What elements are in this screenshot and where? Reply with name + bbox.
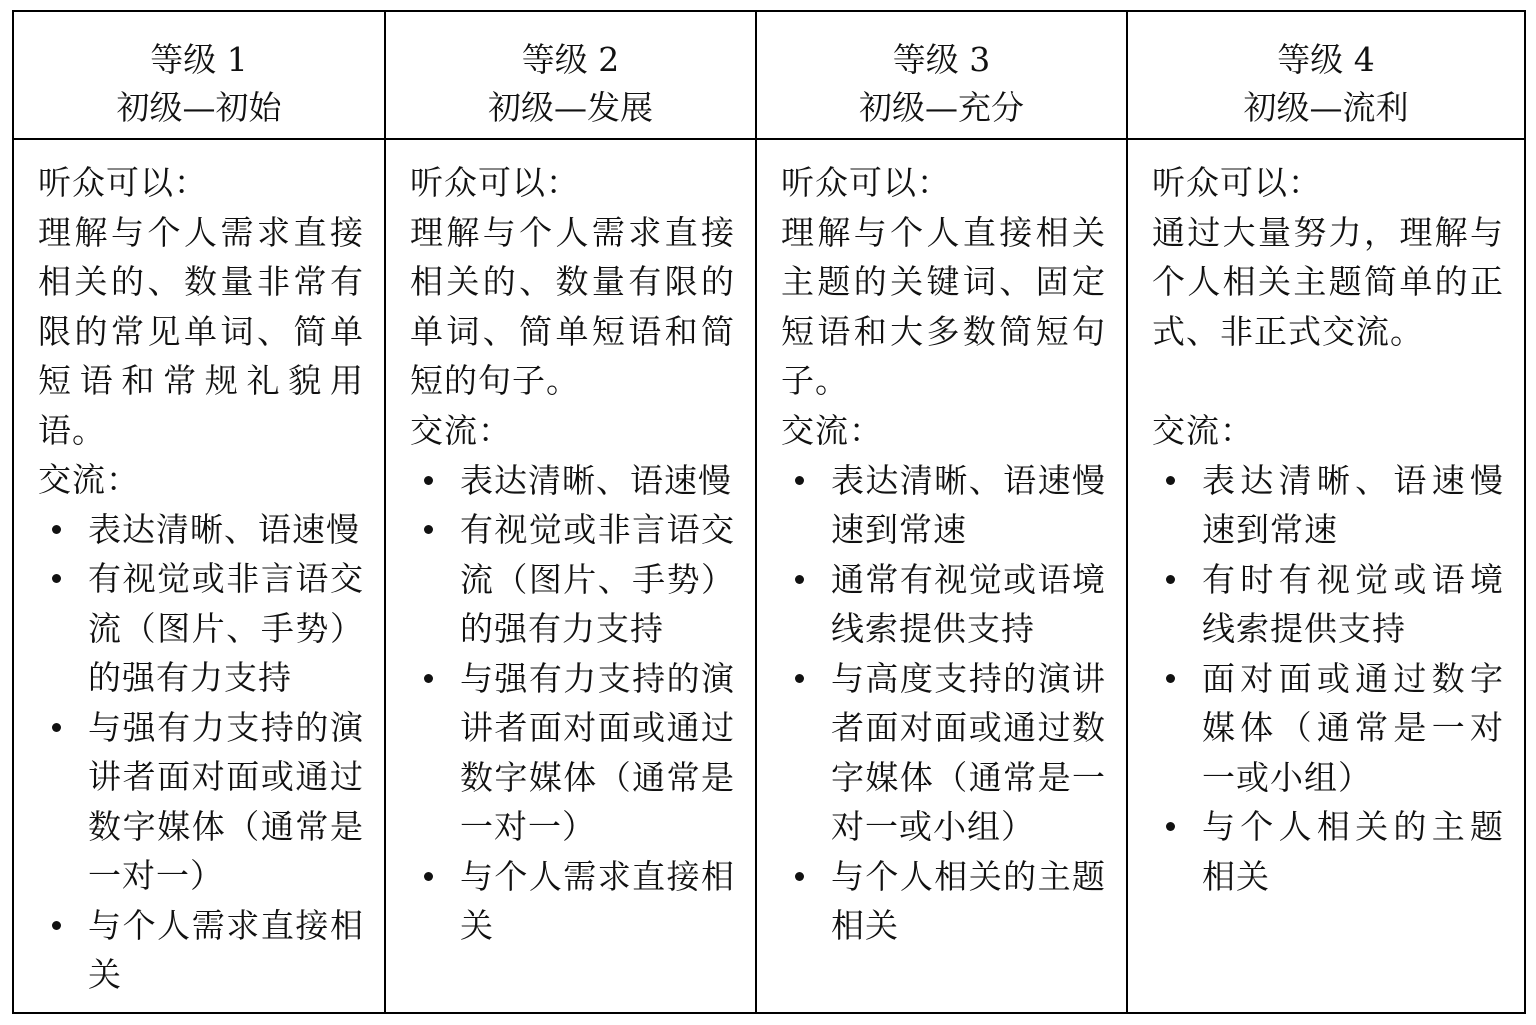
level-name: 初级—流利 <box>1243 88 1409 127</box>
header-row <box>13 11 1525 139</box>
level-body-4 <box>1127 139 1525 1013</box>
bullet-icon <box>424 476 433 485</box>
bullet-icon <box>795 674 804 683</box>
list-item: 通常有视觉或语境线索提供支持 <box>781 555 1106 654</box>
communication-label: 交流： <box>410 411 512 450</box>
bullet-icon <box>424 525 433 534</box>
list-item: 表达清晰、语速慢 <box>410 456 735 506</box>
bullet-icon <box>52 921 61 930</box>
level-number: 等级 2 <box>521 40 620 79</box>
communication-label: 交流： <box>781 411 883 450</box>
communication-list <box>781 456 1106 951</box>
level-description: 理解与个人直接相关主题的关键词、固定短语和大多数简短句子。 <box>781 212 1106 400</box>
list-item: 与个人需求直接相关 <box>38 901 364 1000</box>
level-body-2 <box>385 139 756 1013</box>
bullet-icon <box>795 872 804 881</box>
list-item: 与个人相关的主题相关 <box>1152 802 1504 901</box>
bullet-icon <box>1166 822 1175 831</box>
bullet-icon <box>1166 674 1175 683</box>
list-item: 有时有视觉或语境线索提供支持 <box>1152 555 1504 654</box>
level-name: 初级—初始 <box>116 88 282 127</box>
list-item: 表达清晰、语速慢 <box>38 505 364 555</box>
body-row <box>13 139 1525 1013</box>
bullet-icon <box>424 872 433 881</box>
level-body-3 <box>756 139 1127 1013</box>
list-item: 有视觉或非言语交流（图片、手势）的强有力支持 <box>410 505 735 654</box>
listener-label: 听众可以： <box>38 163 208 202</box>
level-description: 通过大量努力，理解与个人相关主题简单的正式、非正式交流。 <box>1152 212 1504 351</box>
bullet-icon <box>1166 575 1175 584</box>
bullet-icon <box>52 723 61 732</box>
level-number: 等级 3 <box>892 40 991 79</box>
communication-label: 交流： <box>1152 411 1254 450</box>
level-header-3 <box>756 11 1127 139</box>
communication-list <box>38 505 364 1000</box>
list-item: 与个人相关的主题相关 <box>781 852 1106 951</box>
bullet-icon <box>795 575 804 584</box>
bullet-icon <box>1166 476 1175 485</box>
bullet-icon <box>795 476 804 485</box>
communication-list <box>410 456 735 951</box>
bullet-icon <box>424 674 433 683</box>
level-description: 理解与个人需求直接相关的、数量非常有限的常见单词、简单短语和常规礼貌用语。 <box>38 212 364 450</box>
list-item: 表达清晰、语速慢速到常速 <box>781 456 1106 555</box>
list-item: 与强有力支持的演讲者面对面或通过数字媒体（通常是一对一） <box>410 654 735 852</box>
proficiency-levels-table <box>12 10 1526 1014</box>
list-item: 与高度支持的演讲者面对面或通过数字媒体（通常是一对一或小组） <box>781 654 1106 852</box>
level-name: 初级—发展 <box>488 88 653 127</box>
level-header-2 <box>385 11 756 139</box>
list-item: 与强有力支持的演讲者面对面或通过数字媒体（通常是一对一） <box>38 703 364 901</box>
list-item: 有视觉或非言语交流（图片、手势）的强有力支持 <box>38 554 364 703</box>
level-description: 理解与个人需求直接相关的、数量有限的单词、简单短语和简短的句子。 <box>410 212 735 400</box>
level-number: 等级 1 <box>150 40 248 79</box>
list-item: 面对面或通过数字媒体（通常是一对一或小组） <box>1152 654 1504 803</box>
list-item: 表达清晰、语速慢速到常速 <box>1152 456 1504 555</box>
communication-label: 交流： <box>38 460 140 499</box>
list-item: 与个人需求直接相关 <box>410 852 735 951</box>
bullet-icon <box>52 574 61 583</box>
level-number: 等级 4 <box>1277 40 1375 79</box>
level-header-1 <box>13 11 385 139</box>
level-name: 初级—充分 <box>859 88 1024 127</box>
level-body-1 <box>13 139 385 1013</box>
listener-label: 听众可以： <box>781 163 951 202</box>
bullet-icon <box>52 525 61 534</box>
listener-label: 听众可以： <box>1152 163 1322 202</box>
level-header-4 <box>1127 11 1525 139</box>
listener-label: 听众可以： <box>410 163 580 202</box>
communication-list <box>1152 456 1504 902</box>
